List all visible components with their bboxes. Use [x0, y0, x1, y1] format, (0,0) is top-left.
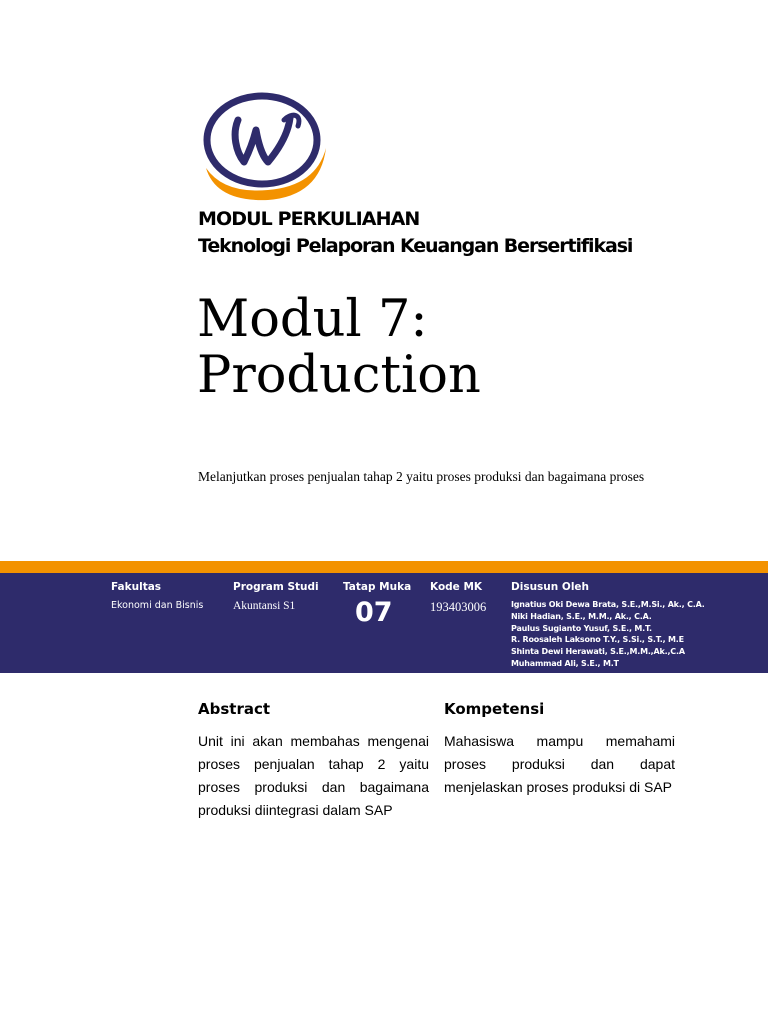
author-name: R. Roosaleh Laksono T.Y., S.Si., S.T., M.E	[511, 635, 684, 645]
abstract-heading: Abstract	[198, 700, 271, 718]
tatap-muka-column	[343, 581, 411, 628]
university-logo	[198, 90, 328, 205]
author-name: Ignatius Oki Dewa Brata, S.E.,M.Si., Ak., C.A.	[511, 600, 705, 609]
kode-mk-column	[430, 581, 486, 615]
logo-w-icon	[198, 90, 328, 205]
module-title-line2: Production	[197, 346, 481, 405]
author-name: Paulus Sugianto Yusuf, S.E., M.T.	[511, 623, 652, 633]
fakultas-value: Ekonomi dan Bisnis	[111, 600, 204, 611]
kode-mk-label: Kode MK	[430, 581, 483, 593]
disusun-label: Disusun Oleh	[511, 581, 590, 593]
disusun-column	[511, 581, 705, 670]
kompetensi-heading: Kompetensi	[444, 700, 545, 718]
module-title	[197, 292, 481, 404]
prodi-value: Akuntansi S1	[233, 600, 296, 612]
info-band	[0, 573, 768, 673]
fakultas-column	[111, 581, 203, 611]
module-title-line1: Modul 7:	[197, 290, 428, 349]
prodi-label: Program Studi	[233, 581, 319, 593]
author-name: Shinta Dewi Herawati, S.E.,M.M.,Ak.,C.A	[511, 647, 685, 657]
orange-divider	[0, 561, 768, 573]
author-name: Muhammad Ali, S.E., M.T	[511, 658, 619, 668]
author-list	[511, 599, 705, 670]
kode-mk-value: 193403006	[430, 600, 487, 614]
fakultas-label: Fakultas	[111, 581, 162, 593]
module-heading: MODUL PERKULIAHAN	[198, 208, 420, 230]
tatap-muka-label: Tatap Muka	[343, 581, 412, 593]
prodi-column	[233, 581, 319, 612]
tatap-muka-value: 07	[355, 597, 393, 628]
module-subtitle: Melanjutkan proses penjualan tahap 2 yaitu proses produksi dan bagaimana proses	[198, 469, 645, 484]
author-name: Niki Hadian, S.E., M.M., Ak., C.A.	[511, 611, 652, 621]
course-name: Teknologi Pelaporan Keuangan Bersertifikasi	[198, 235, 633, 257]
abstract-body: Unit ini akan membahas mengenai proses penjualan tahap 2 yaitu proses produksi dan bagaimana produksi diintegrasi dalam SAP	[198, 733, 429, 818]
kompetensi-body: Mahasiswa mampu memahami proses produksi dan dapat menjelaskan proses produksi di SAP	[444, 733, 675, 795]
